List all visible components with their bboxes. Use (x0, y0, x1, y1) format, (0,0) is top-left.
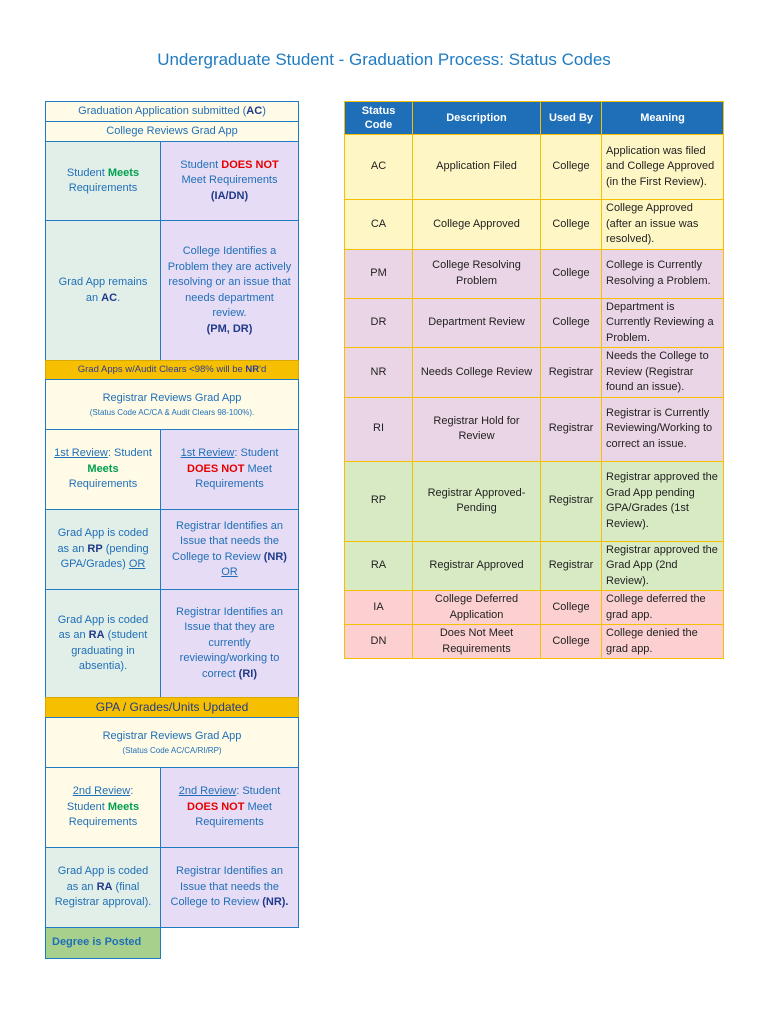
does-not-word: DOES NOT (221, 158, 279, 171)
meet-requirements-label: Meet Requirements (181, 174, 278, 187)
flow-college-reviews (45, 121, 299, 142)
flow-registrar-reviews-1 (45, 379, 299, 430)
ra-text-1: Grad App is coded as an (57, 613, 149, 641)
audit-note-text: Grad Apps w/Audit Clears <98% will be (77, 364, 246, 376)
nr-paren-code: (NR) (263, 550, 287, 563)
flow-audit-note (45, 360, 299, 380)
cell-description: Department Review (413, 298, 541, 348)
meets-word-3: Meets (107, 800, 140, 813)
college-identifies-text: College Identifies a Problem they are actively resolving or an issue that needs department review. (167, 245, 292, 319)
cell-code: DN (345, 625, 413, 659)
pm-dr-code: (PM, DR) (206, 322, 253, 335)
flow-final-registrar-nr (160, 847, 299, 928)
does-not-word-3: DOES NOT (187, 800, 245, 813)
flow-second-review-meets (45, 767, 161, 848)
table-row (345, 135, 724, 200)
or-label-2: OR (221, 566, 238, 578)
flow-rp-coded (45, 509, 161, 590)
reg-identifies-final-text: Registrar Identifies an Issue that needs the College to Review (170, 865, 283, 909)
cell-description: College Deferred Application (413, 591, 541, 625)
flow-second-review-not (160, 767, 299, 848)
requirements-label-4: Requirements (68, 816, 138, 829)
cell-description: Registrar Approved-Pending (413, 461, 541, 541)
registrar-reviews-2-text: Registrar Reviews Grad App (102, 730, 242, 743)
does-not-word-2: DOES NOT (187, 462, 245, 475)
cell-meaning: Registrar approved the Grad App pending GPA/Grades (1st Review). (602, 461, 724, 541)
cell-code: IA (345, 591, 413, 625)
table-row (345, 397, 724, 461)
cell-description: Registrar Approved (413, 541, 541, 591)
requirements-label-2: Requirements (68, 478, 138, 491)
cell-code: RA (345, 541, 413, 591)
flow-degree-posted (45, 927, 161, 959)
requirements-label-3: Requirements (195, 478, 264, 491)
app-submitted-close: ) (262, 104, 266, 117)
cell-used-by: Registrar (541, 348, 602, 398)
cell-code: CA (345, 200, 413, 250)
cell-meaning: College Approved (after an issue was resolved). (602, 200, 724, 250)
degree-posted-text: Degree is Posted (52, 936, 142, 949)
cell-used-by: College (541, 135, 602, 200)
table-row (345, 200, 724, 250)
cell-description: Does Not Meet Requirements (413, 625, 541, 659)
flow-registrar-ri (160, 589, 299, 698)
registrar-reviews-1-sub: (Status Code AC/CA & Audit Clears 98-100%). (89, 407, 255, 417)
table-row (345, 625, 724, 659)
header-description: Description (413, 102, 541, 135)
ri-paren-code: (RI) (238, 667, 257, 680)
cell-description: Needs College Review (413, 348, 541, 398)
flow-first-review-not (160, 429, 299, 510)
final-ra-text-2: (final Registrar approval). (54, 880, 152, 909)
table-row (345, 298, 724, 348)
cell-code: AC (345, 135, 413, 200)
ra-code: RA (88, 629, 105, 641)
cell-code: NR (345, 348, 413, 398)
cell-code: RP (345, 461, 413, 541)
cell-used-by: College (541, 249, 602, 298)
cell-meaning: College denied the grad app. (602, 625, 724, 659)
cell-code: PM (345, 249, 413, 298)
cell-meaning: Registrar approved the Grad App (2nd Review). (602, 541, 724, 591)
nr-final-code: (NR). (262, 896, 289, 909)
flow-college-identifies (160, 220, 299, 361)
cell-description: College Resolving Problem (413, 249, 541, 298)
meets-word-2: Meets (87, 462, 119, 475)
second-review-colon: : (130, 785, 134, 798)
college-reviews-text: College Reviews Grad App (106, 124, 238, 137)
flow-student-meets (45, 141, 161, 221)
final-ra-text-1: Grad App is coded as an (57, 865, 149, 893)
flow-app-submitted (45, 101, 299, 122)
requirements-label: Requirements (68, 182, 138, 194)
cell-meaning: College deferred the grad app. (602, 591, 724, 625)
ia-dn-code: (IA/DN) (210, 189, 249, 202)
second-review-label: 2nd Review (72, 785, 131, 798)
table-row (345, 461, 724, 541)
second-review-label-2: 2nd Review (178, 785, 237, 798)
nr-code: NR (245, 364, 260, 376)
cell-meaning: Needs the College to Review (Registrar found an issue). (602, 348, 724, 398)
cell-description: Application Filed (413, 135, 541, 200)
flow-gpa-updated (45, 697, 299, 718)
cell-used-by: College (541, 298, 602, 348)
meet-word-2: Meet (247, 800, 272, 813)
cell-used-by: Registrar (541, 541, 602, 591)
app-submitted-text: Graduation Application submitted ( (78, 104, 247, 117)
cell-meaning: Registrar is Currently Reviewing/Working to correct an issue. (602, 397, 724, 461)
registrar-reviews-2-sub: (Status Code AC/CA/RI/RP) (122, 745, 222, 755)
meets-word: Meets (107, 166, 140, 179)
cell-used-by: Registrar (541, 461, 602, 541)
rp-text-2: (pending GPA/Grades) (60, 542, 149, 571)
rp-text-1: Grad App is coded as an (57, 527, 149, 555)
cell-description: College Approved (413, 200, 541, 250)
cell-used-by: College (541, 591, 602, 625)
flow-grad-app-remains: Grad App remains an AC. (45, 220, 161, 361)
or-label: OR (128, 558, 146, 571)
student-plain: Student (66, 800, 105, 813)
flow-final-ra (45, 847, 161, 928)
cell-used-by: College (541, 625, 602, 659)
gpa-updated-text: GPA / Grades/Units Updated (95, 699, 249, 714)
final-ra-code: RA (96, 880, 113, 893)
reg-identifies-nr-text: Registrar Identifies an Issue that needs the College to Review (172, 519, 283, 563)
audit-note-suffix: 'd (259, 364, 267, 376)
header-meaning: Meaning (602, 102, 724, 135)
flow-ra-coded (45, 589, 161, 698)
cell-used-by: College (541, 200, 602, 250)
cell-meaning: Application was filed and College Approved (in the First Review). (602, 135, 724, 200)
status-codes-table (344, 101, 724, 659)
flow-registrar-reviews-2 (45, 717, 299, 768)
meet-word: Meet (247, 462, 272, 475)
student-label: Student (66, 166, 108, 179)
flow-first-review-meets (45, 429, 161, 510)
student-label-2: Student (180, 158, 222, 171)
first-review-colon: : Student (107, 447, 152, 460)
rp-code: RP (87, 542, 103, 555)
table-row (345, 348, 724, 398)
reg-identifies-ri-text: Registrar Identifies an Issue that they are currently reviewing/working to correct (176, 605, 283, 680)
app-submitted-code: AC (246, 104, 263, 117)
requirements-label-5: Requirements (195, 816, 264, 829)
table-row (345, 249, 724, 298)
table-row (345, 591, 724, 625)
header-used-by: Used By (541, 102, 602, 135)
grad-app-remains-text: Grad App remains an (58, 276, 148, 304)
second-review-colon-2: : Student (236, 785, 281, 798)
cell-meaning: College is Currently Resolving a Problem. (602, 249, 724, 298)
first-review-label: 1st Review (54, 447, 108, 460)
header-status-code: Status Code (345, 102, 413, 135)
first-review-label-2: 1st Review (180, 447, 235, 460)
ac-code: AC (101, 291, 118, 304)
table-row (345, 541, 724, 591)
ra-text-2: (student graduating in absentia). (71, 629, 148, 672)
cell-description: Registrar Hold for Review (413, 397, 541, 461)
flow-student-not-meets (160, 141, 299, 221)
cell-meaning: Department is Currently Reviewing a Problem. (602, 298, 724, 348)
cell-code: RI (345, 397, 413, 461)
page-title: Undergraduate Student - Graduation Process: Status Codes (157, 50, 611, 69)
registrar-reviews-1-text: Registrar Reviews Grad App (102, 392, 242, 405)
flow-registrar-nr (160, 509, 299, 590)
cell-code: DR (345, 298, 413, 348)
first-review-colon-2: : Student (234, 447, 279, 460)
table-header-row (345, 102, 724, 135)
cell-used-by: Registrar (541, 397, 602, 461)
